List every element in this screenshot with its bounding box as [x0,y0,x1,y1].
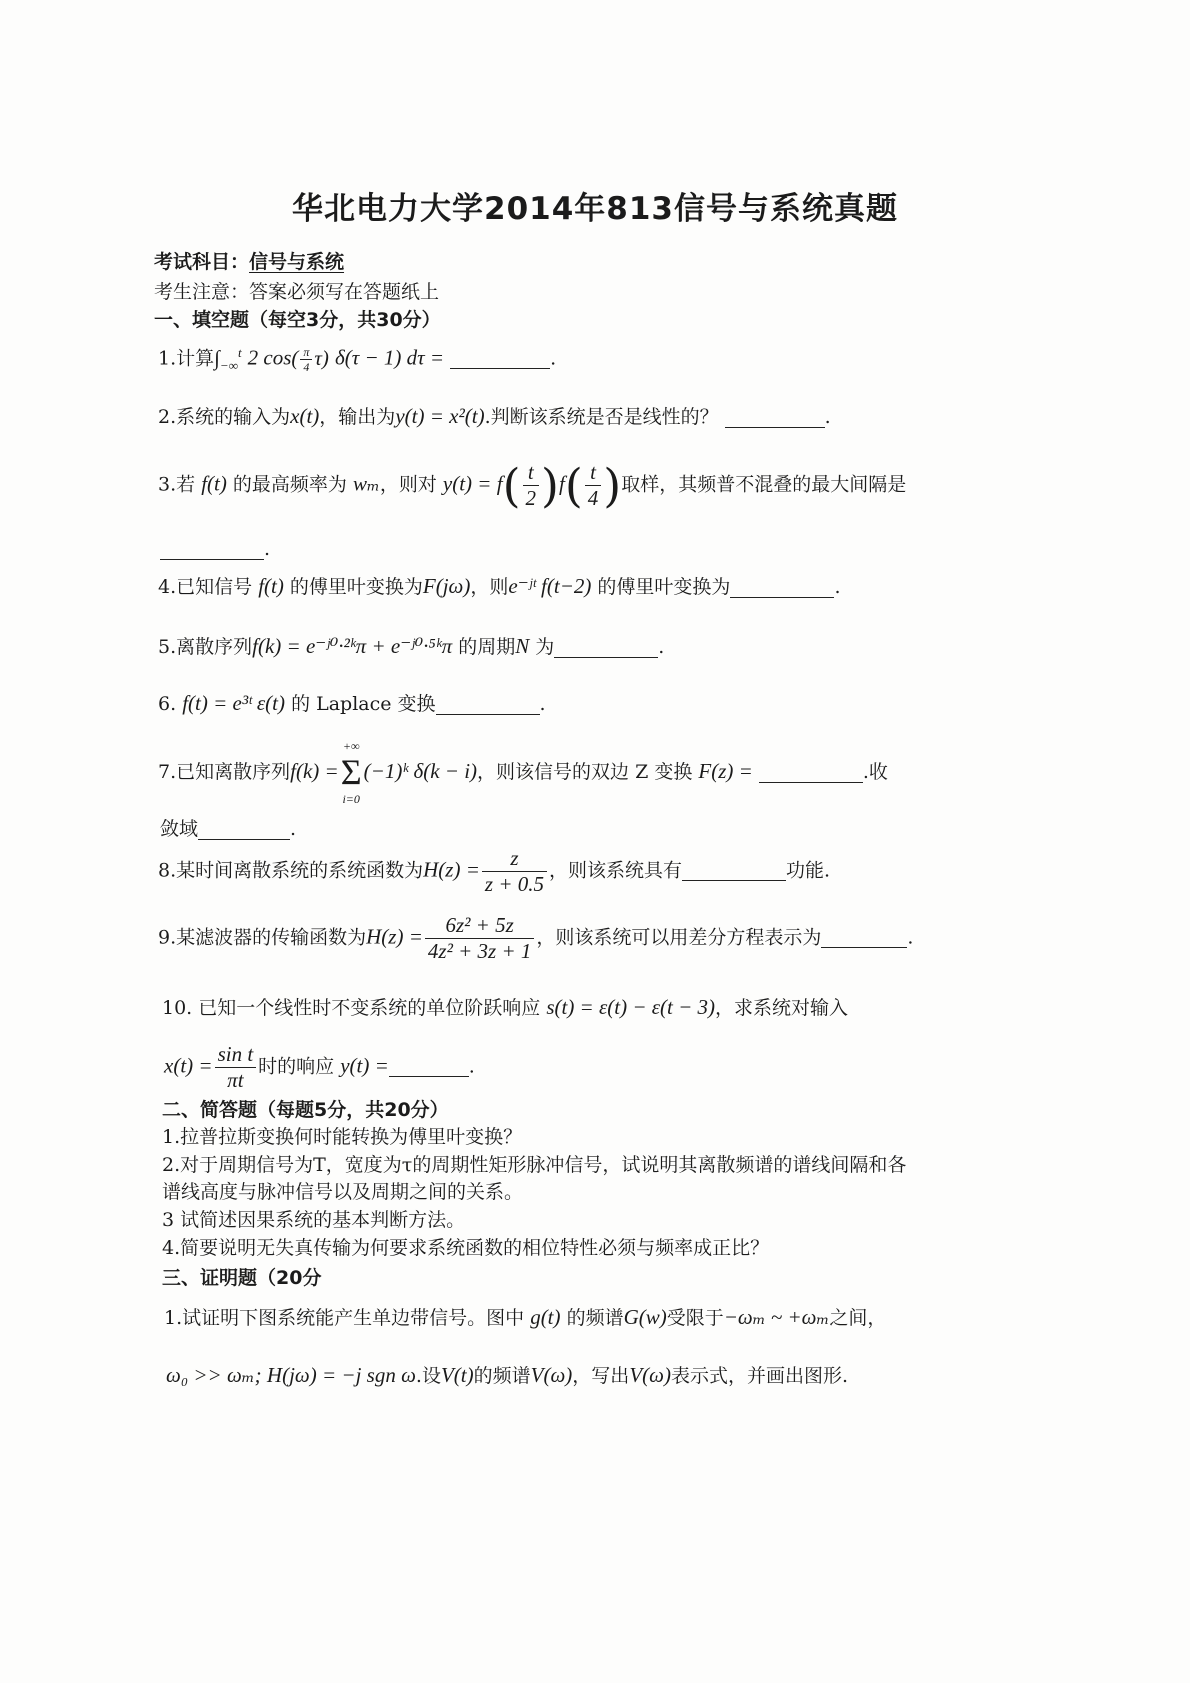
q8-denominator: z + 0.5 [484,872,544,897]
paren-left: ( [564,458,583,513]
p1-tail: 之间， [829,1307,887,1329]
q9-fraction [425,913,534,964]
p1-V: V(t) [440,1363,474,1387]
q9-H: H(z) = [366,924,423,949]
question-10 [162,996,848,1019]
p1-line2-c: ，写出 [572,1365,630,1387]
q8-H: H(z) = [423,857,480,882]
q8-tail: 功能. [786,859,831,882]
q8-numerator: z [482,846,547,872]
q3-mid1: 的最高频率为 [232,473,347,496]
subject-label: 考试科目： [154,251,250,273]
page-title: 华北电力大学2014年813信号与系统真题 [292,191,898,227]
q10-x: x(t) = [164,1053,213,1078]
q8-fraction [482,846,547,897]
answer-blank [198,818,290,840]
answer-blank [821,927,907,949]
subject-line [154,252,344,273]
p1-Vw: V(ω) [530,1363,573,1387]
proof-question-1-line2 [166,1364,848,1387]
paren-right: ) [541,458,559,513]
answer-blank [725,406,825,428]
p1-g: g(t) [530,1305,561,1329]
p1-line2-b: 的频谱 [473,1365,531,1387]
question-1: 1.计算$\int_{-\infty}^t$ 2 cos( $\frac{\pi}{4}$ τ) δ(τ − 1) dτ = . [158,344,557,375]
q2-output: y(t) = x²(t) [395,404,485,428]
q3-f: f(t) [201,471,227,496]
q4-tail: 的傅里叶变换为 [597,576,731,598]
q7-f: f(k) = [290,758,339,783]
q4-mid2: ，则 [470,576,509,598]
q5-expr: f(k) = e⁻ʲ⁰·²ᵏπ + e⁻ʲ⁰·⁵ᵏπ [252,634,453,658]
integral-sign: $\int_{-\infty}^t$ [214,344,242,373]
p1-conditions: ω₀ >> ωₘ; H(jω) = −j sgn ω [166,1363,416,1387]
q3-wm: wₘ [352,471,380,496]
q3-mid2: ，则对 [379,473,437,496]
q6-lead: 6. [158,693,177,715]
q6-expr: f(t) = e³ᵗ ε(t) [182,691,286,715]
short-answer-4: 4.简要说明无失真传输为何要求系统函数的相位特性必须与频率成正比？ [162,1237,770,1259]
question-7 [158,740,888,806]
q7-body: (−1)ᵏ δ(k − i) [363,758,478,783]
answer-blank [759,761,863,783]
q10-step-response: s(t) = ε(t) − ε(t − 3) [546,995,716,1019]
q9-numerator: 6z² + 5z [425,913,534,939]
q4-lead: 4.已知信号 [158,576,253,598]
q3-lead: 3.若 [158,473,196,496]
q5-lead: 5.离散序列 [158,636,253,658]
q7-mid: ，则该信号的双边 Z 变换 [477,760,693,783]
q9-denominator: 4z² + 3z + 1 [427,939,532,964]
q4-F: F(jω) [422,574,471,598]
q9-tail: ，则该系统可以用差分方程表示为 [536,926,822,949]
q5-N: N [515,634,530,658]
q4-mid1: 的傅里叶变换为 [289,576,423,598]
q3-frac-t4: $\frac{t}{4}$ [585,460,602,511]
summation-sign: +∞ Σ i=0 [340,739,362,806]
section2-heading: 二、简答题（每题5分，共20分） [162,1099,449,1121]
paren-right: ) [603,458,622,513]
q6-tail: 的 Laplace 变换 [291,693,436,715]
section3-heading: 三、证明题（20分 [162,1267,322,1289]
q7-convergence-label: 敛域 [160,818,199,841]
short-answer-2-cont: 谱线高度与脉冲信号以及周期之间的关系。 [162,1181,524,1203]
q2-tail: .判断该系统是否是线性的？ [484,406,719,428]
q1-cos-arg: ( $\frac{\pi}{4}$ τ) [291,345,329,375]
q4-f: f(t) [258,574,284,598]
q3-f2: f [558,471,565,496]
proof-question-1 [164,1306,886,1329]
question-10-line2: x(t) = $\frac{\text{sin t}}{\pi t}$ 时的响应 y(t) = . [164,1042,475,1093]
paren-left: ( [502,458,521,513]
q3-frac-t2: $\frac{t}{2}$ [523,460,540,511]
section1-heading: 一、填空题（每空3分，共30分） [154,309,441,331]
q5-mid: 的周期 [458,636,516,658]
q3-tail: 取样，其频普不混叠的最大间隔是 [621,473,907,496]
p1-mid2: 受限于 [666,1307,724,1329]
q2-lead: 2.系统的输入为 [158,406,291,428]
q3-y: y(t) = f [442,471,503,496]
exam-notice: 考生注意：答案必须写在答题纸上 [154,281,440,303]
q2-input: x(t) [290,404,320,428]
p1-line2-d: 表示式，并画出图形. [670,1365,849,1387]
q8-lead: 8.某时间离散系统的系统函数为 [158,859,424,882]
q10-lead: 10. 已知一个线性时不变系统的单位阶跃响应 [162,997,541,1019]
q10-fraction [215,1042,257,1093]
subject-value: 信号与系统 [249,251,345,273]
q2-mid: ，输出为 [319,406,396,428]
q7-F: F(z) = [698,758,753,783]
q7-tail: .收 [862,760,888,783]
short-answer-1: 1.拉普拉斯变换何时能转换为傅里叶变换？ [162,1126,523,1148]
answer-blank [682,860,786,882]
q8-mid: ，则该系统具有 [548,859,682,882]
short-answer-3: 3 试简述因果系统的基本判断方法。 [162,1209,466,1231]
p1-lead: 1.试证明下图系统能产生单边带信号。图中 [164,1307,525,1329]
p1-mid1: 的频谱 [566,1307,624,1329]
q10-mid: 时的响应 [258,1055,335,1078]
q10-tail: ，求系统对输入 [715,997,849,1019]
question-2: 2.系统的输入为x(t)，输出为y(t) = x²(t).判断该系统是否是线性的？ . [158,404,831,428]
p1-line2-a: .设 [415,1365,441,1387]
question-4: 4.已知信号 f(t) 的傅里叶变换为F(jω)，则e⁻ʲᵗ f(t−2) 的傅里叶变换为 . [158,574,841,598]
q10-y: y(t) = [340,1053,389,1078]
answer-blank [160,538,264,560]
answer-blank [389,1056,469,1078]
q3-answer-line: . [160,538,270,560]
answer-blank [554,636,658,658]
p1-range: −ωₘ ~ +ωₘ [723,1305,830,1329]
q10-denominator: πt [227,1068,244,1093]
question-8 [158,846,830,897]
q10-numerator: sin t [215,1042,257,1068]
q5-tail: 为 [535,636,555,658]
question-9: 9.某滤波器的传输函数为H(z) = $\frac{\text{6z² + 5z}}{\text{4z² + 3z + 1}}$ ，则该系统可以用差分方程表示为 . [158,913,914,964]
q1-cos: 2 cos [247,345,292,370]
question-6: 6. f(t) = e³ᵗ ε(t) 的 Laplace 变换 . [158,691,546,715]
q1-tail: δ(τ − 1) dτ = [334,345,445,370]
question-5: 5.离散序列f(k) = e⁻ʲ⁰·²ᵏπ + e⁻ʲ⁰·⁵ᵏπ 的周期N 为 . [158,634,665,658]
q4-expr: e⁻ʲᵗ f(t−2) [508,574,592,598]
q7-line2: 敛域 . [160,818,297,841]
short-answer-2: 2.对于周期信号为T，宽度为τ的周期性矩形脉冲信号，试说明其离散频谱的谱线间隔和各 [162,1154,907,1176]
answer-blank [436,693,540,715]
q7-lead: 7.已知离散序列 [158,760,291,783]
q1-lead: 1.计算 [158,347,215,370]
answer-blank [450,348,550,370]
answer-blank [730,576,834,598]
p1-Vw2: V(ω) [629,1363,671,1387]
p1-G: G(w) [623,1305,667,1329]
question-3 [158,460,906,511]
q9-lead: 9.某滤波器的传输函数为 [158,926,367,949]
